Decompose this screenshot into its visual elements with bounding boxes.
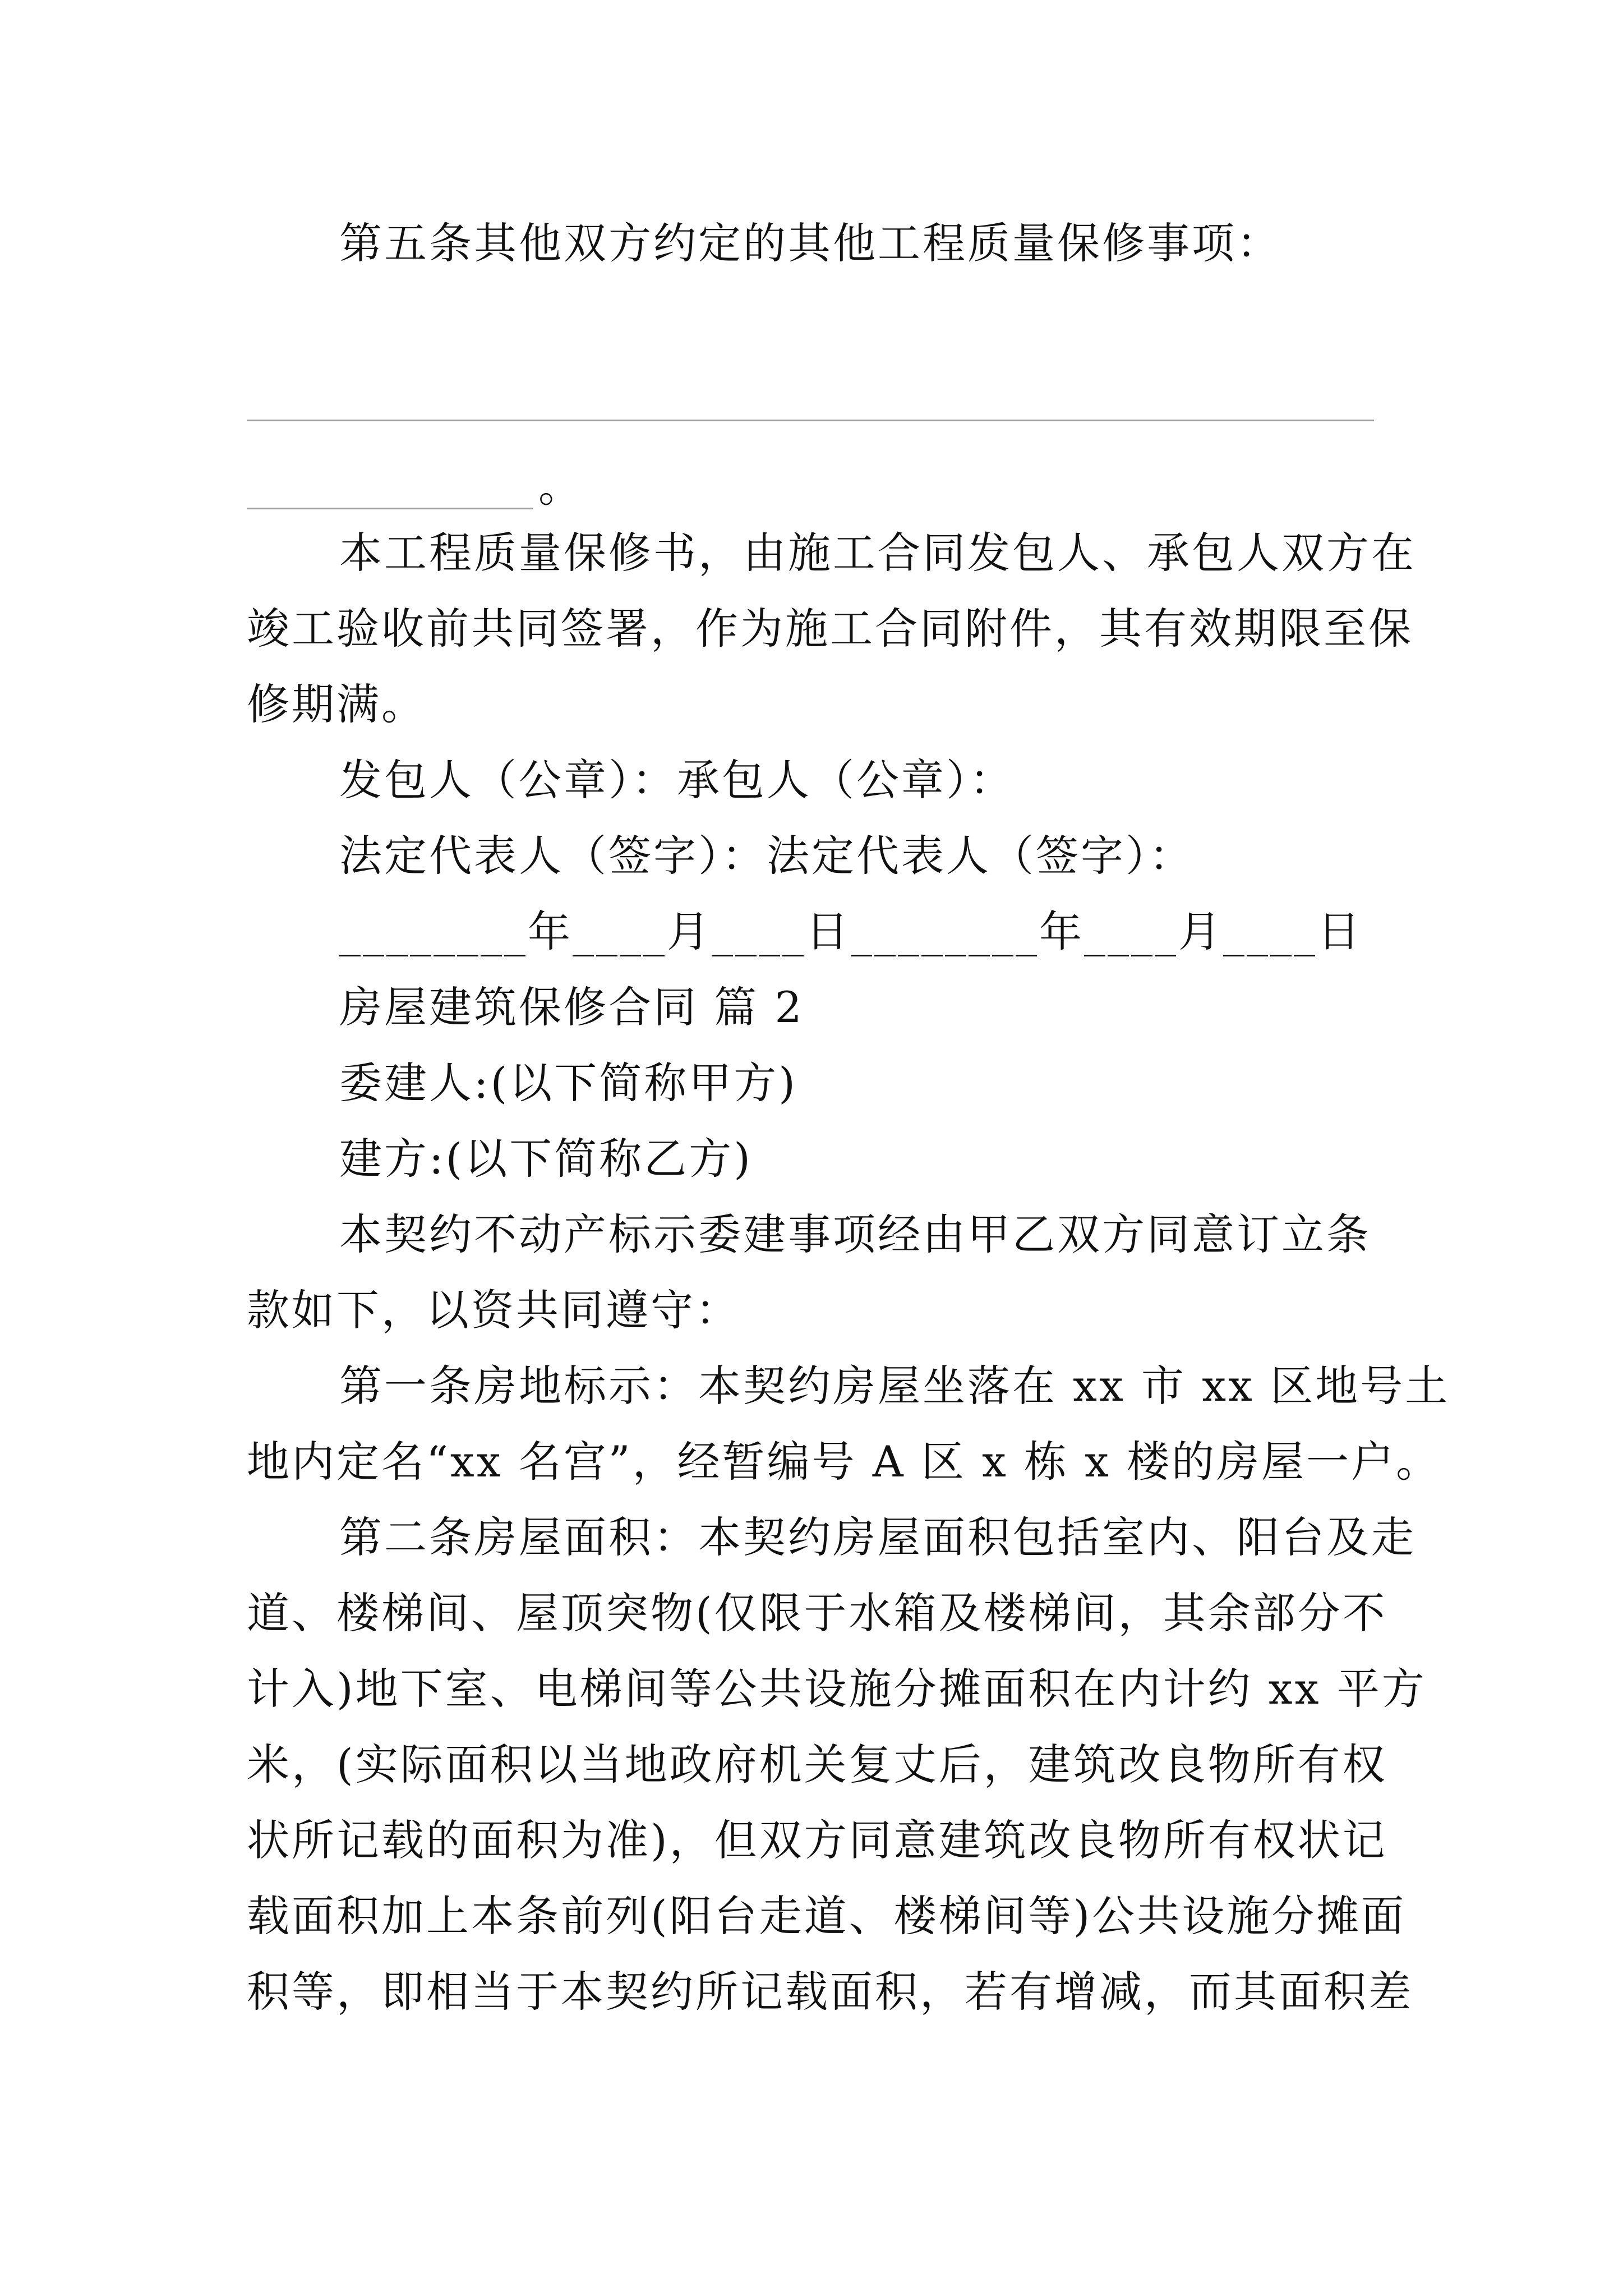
article5-title: 第五条其他双方约定的其他工程质量保修事项： — [339, 218, 1281, 268]
article-2-line-7: 积等，即相当于本契约所记载面积，若有增减，而其面积差 — [247, 1967, 1413, 2017]
article-2-line-1: 第二条房屋面积：本契约房屋面积包括室内、阳台及走 — [339, 1512, 1416, 1562]
date-line: ________年____月____日________年____月____日 — [339, 907, 1362, 956]
article-2-line-6: 载面积加上本条前列(阳台走道、楼梯间等)公共设施分摊面 — [247, 1891, 1407, 1941]
party-seal-line: 发包人（公章）：承包人（公章）： — [339, 755, 1015, 805]
validity-paragraph-line-2: 竣工验收前共同签署，作为施工合同附件，其有效期限至保 — [247, 604, 1413, 654]
article-2-line-2: 道、楼梯间、屋顶突物(仅限于水箱及楼梯间，其余部分不 — [247, 1588, 1387, 1638]
blank-underline — [247, 508, 533, 509]
article-1-line-1: 第一条房地标示：本契约房屋坐落在 xx 市 xx 区地号土 — [339, 1361, 1450, 1411]
validity-paragraph-line-3: 修期满。 — [247, 679, 426, 729]
contract-2-heading: 房屋建筑保修合同 篇 2 — [339, 982, 804, 1032]
validity-paragraph-line-1: 本工程质量保修书，由施工合同发包人、承包人双方在 — [339, 528, 1416, 578]
article-2-line-5: 状所记载的面积为准)，但双方同意建筑改良物所有权状记 — [247, 1815, 1387, 1865]
article-2-line-4: 米，(实际面积以当地政府机关复丈后，建筑改良物所有权 — [247, 1740, 1387, 1789]
legal-representative-line: 法定代表人（签字）：法定代表人（签字）： — [339, 831, 1194, 881]
client-line: 委建人:(以下简称甲方) — [339, 1058, 797, 1108]
builder-line: 建方:(以下简称乙方) — [339, 1134, 753, 1184]
intro-paragraph-line-2: 款如下，以资共同遵守： — [247, 1285, 740, 1335]
article-2-line-3: 计入)地下室、电梯间等公共设施分摊面积在内计约 xx 平方 — [247, 1664, 1427, 1714]
blank-fill-line-short — [247, 461, 581, 513]
end-mark: 。 — [538, 462, 581, 512]
blank-fill-line — [247, 420, 1374, 421]
article-1-line-2: 地内定名“xx 名宫”，经暂编号 A 区 x 栋 x 楼的房屋一户。 — [247, 1437, 1441, 1487]
intro-paragraph-line-1: 本契约不动产标示委建事项经由甲乙双方同意订立条 — [339, 1209, 1371, 1259]
